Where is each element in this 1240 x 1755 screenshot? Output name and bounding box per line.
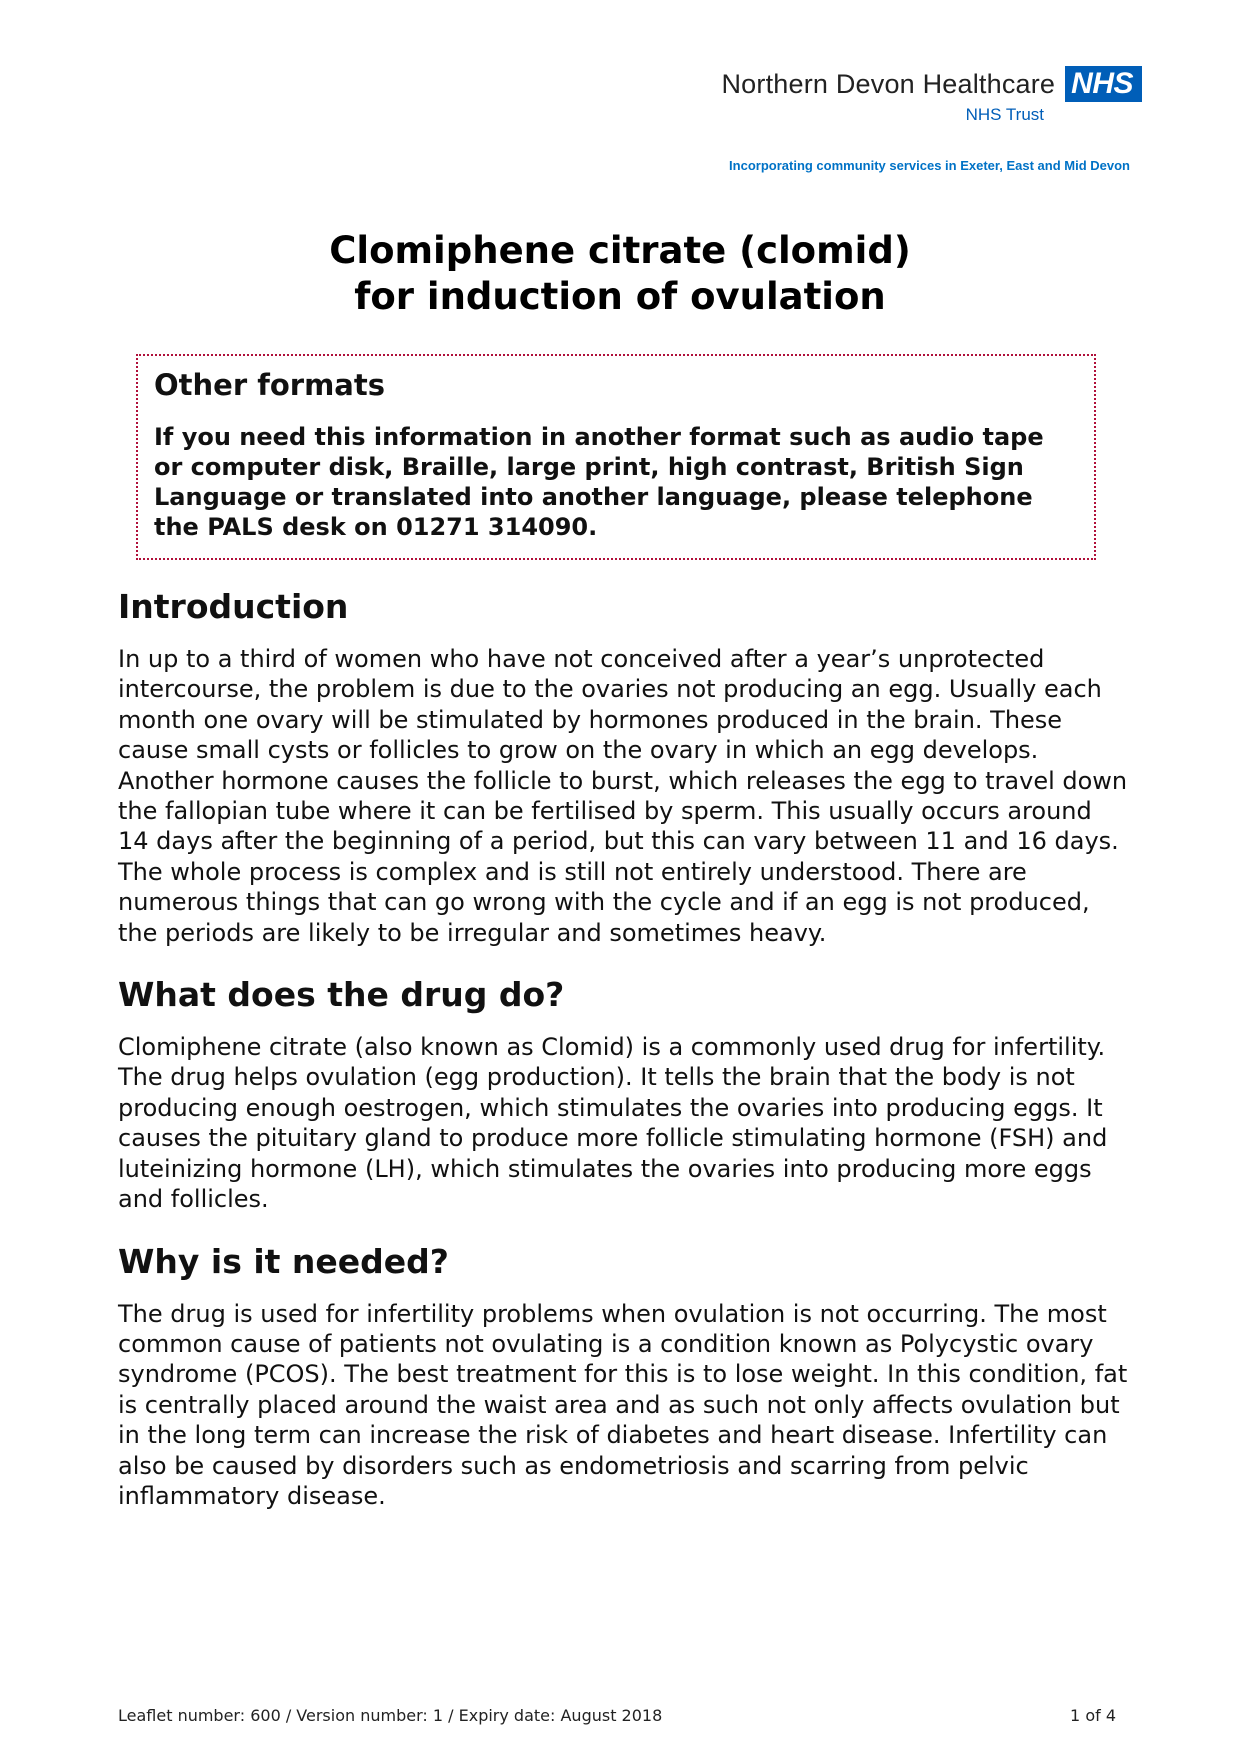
section-heading: What does the drug do? xyxy=(118,975,565,1015)
trust-name: NHS Trust xyxy=(965,105,1044,124)
section-heading: Introduction xyxy=(118,587,349,626)
section-text: Clomiphene citrate (also known as Clomid) is a commonly used drug for infertility. The drug helps ovulation (egg production). It tells the brain that the body is not producing enough oestrogen, which stimulates the ovaries into producing eggs. It causes the pituitary gland to produce more follicle stimulating hormone (FSH) and luteinizing hormone (LH), which stimulates the ovaries into producing more eggs and follicles. xyxy=(118,1033,1108,1214)
section-heading: Why is it needed? xyxy=(118,1241,449,1281)
section-text: In up to a third of women who have not conceived after a year’s unprotected intercourse, the problem is due to the ovaries not producing an egg. Usually each month one ovary will be stimulated by hormones produced in the brain. These cause small cysts or follicles to grow on the ovary in which an egg develops. Another hormone causes the follicle to burst, which releases the egg to travel down the fallopian tube where it can be fertilised by sperm. This usually occurs around 14 days after the beginning of a period, but this can vary between 11 and 16 days. The whole process is complex and is still not entirely understood. There are numerous things that can go wrong with the cycle and if an egg is not produced, the periods are likely to be irregular and sometimes heavy. xyxy=(118,645,1128,947)
page-title xyxy=(0,228,1240,320)
section-introduction xyxy=(118,586,1128,948)
main-content xyxy=(118,586,1128,1537)
other-formats-text: If you need this information in another format such as audio tape or computer disk, Braille, large print, high contrast, British Sign Language or translated into another language, please telephone the PALS desk on 01271 314090. xyxy=(154,423,1044,541)
org-name: Northern Devon Healthcare xyxy=(721,68,1056,99)
footer-page-number: 1 of 4 xyxy=(1070,1706,1116,1725)
section-text: The drug is used for infertility problems when ovulation is not occurring. The most common cause of patients not ovulating is a condition known as Polycystic ovary syndrome (PCOS). The best treatment for this is to lose weight. In this condition, fat is centrally placed around the waist area and as such not only affects ovulation but in the long term can increase the risk of diabetes and heart disease. Infertility can also be caused by disorders such as endometriosis and scarring from pelvic inflammatory disease. xyxy=(118,1299,1128,1510)
section-what-does-drug-do xyxy=(118,974,1128,1214)
incorporating-note: Incorporating community services in Exeter, East and Mid Devon xyxy=(729,158,1130,173)
nhs-logo: NHS xyxy=(1065,66,1142,102)
title-line-1: Clomiphene citrate (clomid) xyxy=(329,229,911,272)
title-line-2: for induction of ovulation xyxy=(354,275,886,318)
other-formats-heading: Other formats xyxy=(154,368,385,402)
footer-leaflet-info: Leaflet number: 600 / Version number: 1 / Expiry date: August 2018 xyxy=(118,1706,663,1725)
section-why-needed xyxy=(118,1241,1128,1512)
org-row xyxy=(721,66,1142,102)
other-formats-box xyxy=(136,354,1096,560)
header xyxy=(721,66,1142,125)
